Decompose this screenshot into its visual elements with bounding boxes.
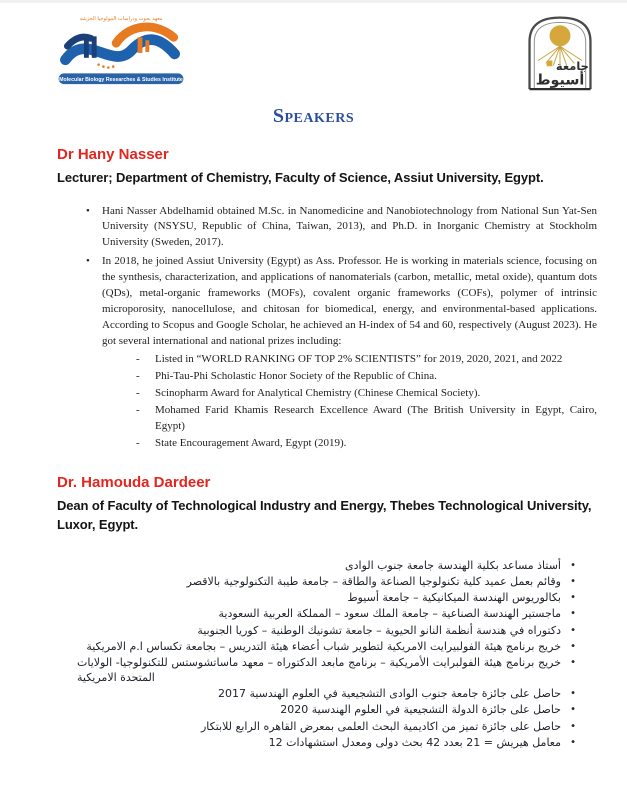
institute-logo-arabic-text: معهد بحوث ودراسات البيولوجيا الجزيئية xyxy=(79,15,163,22)
assiut-university-emblem-icon xyxy=(523,11,597,91)
bio-bullet-text: In 2018, he joined Assiut University (Egypt) as Ass. Professor. He is working in materials science, focusing on the synthesis, characterization, and applications of nanomaterials (carbon, metallic, metal oxide), quantum dots (QDs), metal-organic frameworks (MOFs), covalent organic frameworks (COFs), polymer of intrinsic microporosity, nanocellulose, and chitosan for biomedical, energy, and environmental-based applications. According to Scopus and Google Scholar, he achieved an H-index of 54 and 60, respectively (August 2023). He got several international and national prizes including: xyxy=(102,255,597,347)
dna-helix-icon xyxy=(65,27,174,69)
bio-bullet-ar: • معامل هيريش = 21 بعدد 42 بحث دولى ومعدل استشهادات 12 xyxy=(77,736,577,750)
speaker-section-hany-nasser xyxy=(57,146,597,452)
bio-bullet-ar: • بكالوريوس الهندسة الميكانيكية – جامعة أسيوط xyxy=(77,591,577,605)
speaker-role: Lecturer; Department of Chemistry, Faculty of Science, Assiut University, Egypt. xyxy=(57,170,544,185)
institute-logo-caption: Molecular Biology Researches & Studies Institute xyxy=(59,76,183,83)
speaker-bio-list xyxy=(85,204,597,452)
page-header xyxy=(0,3,627,95)
bio-bullet-ar: • دكتوراه في هندسة أنظمة النانو الحيوية – جامعة تشونيك الوطنية – كوريا الجنوبية xyxy=(77,624,577,638)
bio-bullet-ar: • وقائم بعمل عميد كلية تكنولوجيا الصناعة والطاقة – جامعة طيبة التكنولوجية بالاقصر xyxy=(77,575,577,589)
bio-bullet xyxy=(85,254,597,451)
university-name-line1: جامعة xyxy=(555,59,589,74)
bio-bullet-text: Hani Nasser Abdelhamid obtained M.Sc. in Nanomedicine and Nanobiotechnology from National Sun Yat-Sen University (NSYSU, Republic of China, Taiwan, 2013), and Ph.D. in Inorganic Chemistry at Stockholm University (Sweden, 2017). xyxy=(102,204,597,249)
bio-bullet-ar: • خريج برنامج هيئة الفولبيرايت الامريكية لتطوير شباب أعضاء هيئة التدريس – بجامعة تكساس ا.م الامريكية xyxy=(77,640,577,654)
bio-bullet-ar: • حاصل على جائزة الدولة التشجيعية في العلوم الهندسية 2020 xyxy=(77,703,577,717)
bio-bullet-ar: • أستاذ مساعد بكلية الهندسة جامعة جنوب الوادى xyxy=(77,559,577,573)
bio-bullet-ar: • حاصل على جائزة جامعة جنوب الوادى التشجيعية في العلوم الهندسية 2017 xyxy=(77,687,577,701)
award-item: - Listed in “WORLD RANKING OF TOP 2% SCIENTISTS” for 2019, 2020, 2021, and 2022 xyxy=(134,352,597,368)
speaker-bio-list-arabic xyxy=(77,559,577,751)
award-item: - Mohamed Farid Khamis Research Excellence Award (The British University in Egypt, Cairo, Egypt) xyxy=(134,403,597,435)
bio-bullet-ar: • خريج برنامج هيئة الفولبرايت الأمريكية – برنامج مابعد الدكتوراه – معهد ماساتشوستس للتكنولوجيا- الولايات المتحدة الامريكية xyxy=(77,656,577,685)
award-item: - Phi-Tau-Phi Scholastic Honor Society of the Republic of China. xyxy=(134,369,597,385)
page-title: Speakers xyxy=(272,105,355,127)
speaker-name: Dr Hany Nasser xyxy=(57,146,169,163)
award-item: - State Encouragement Award, Egypt (2019). xyxy=(134,436,597,452)
bio-bullet xyxy=(85,204,597,252)
awards-list xyxy=(134,352,597,452)
speaker-section-hamouda-dardeer xyxy=(57,474,597,751)
bio-bullet-ar: • ماجستير الهندسة الصناعية – جامعة الملك سعود – المملكة العربية السعودية xyxy=(77,607,577,621)
speaker-role: Dean of Faculty of Technological Industry and Energy, Thebes Technological University, Luxor, Egypt. xyxy=(57,497,592,533)
award-item: - Scinopharm Award for Analytical Chemistry (Chinese Chemical Society). xyxy=(134,386,597,402)
content xyxy=(0,128,627,750)
university-name-line2: أسيوط xyxy=(535,72,585,89)
speaker-name: Dr. Hamouda Dardeer xyxy=(57,473,211,491)
molecular-biology-institute-logo-icon xyxy=(57,11,185,89)
bio-bullet-ar: • حاصل على جائزة تميز من اكاديمية البحث العلمى بمعرض القاهره الرابع للابتكار xyxy=(77,720,577,734)
